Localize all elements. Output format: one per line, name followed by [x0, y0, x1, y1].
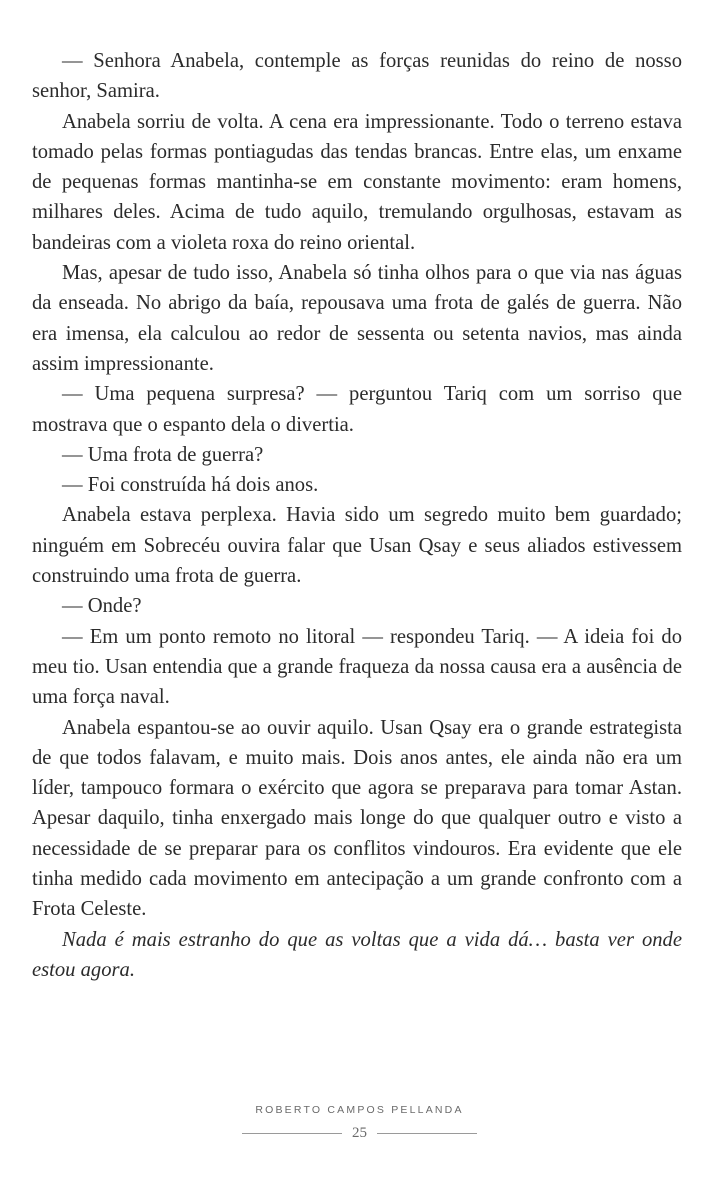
folio — [0, 1125, 719, 1141]
paragraph: — Em um ponto remoto no litoral — respondeu Tariq. — A ideia foi do meu tio. Usan entendia que a grande fraqueza da nossa causa era a ausência de uma força naval. — [32, 625, 682, 709]
paragraph-italic: Nada é mais estranho do que as voltas que a vida dá… basta ver onde estou agora. — [32, 928, 682, 981]
paragraph: — Foi construída há dois anos. — [62, 474, 319, 497]
folio-rule-left — [242, 1133, 342, 1134]
paragraph: — Uma frota de guerra? — [62, 443, 264, 466]
paragraph: Anabela espantou-se ao ouvir aquilo. Usan Qsay era o grande estrategista de que todos falavam, e muito mais. Dois anos antes, ele ainda não era um líder, tampouco formara o exército que agora se preparava para tomar Astan. Apesar daquilo, tinha enxergado mais longe do que qualquer outro e visto a necessidade de se preparar para os conflitos vindouros. Era evidente que ele tinha medido cada movimento em antecipação a um grande confronto com a Frota Celeste. — [32, 716, 682, 921]
paragraph: Anabela sorriu de volta. A cena era impressionante. Todo o terreno estava tomado pelas formas pontiagudas das tendas brancas. Entre elas, um enxame de pequenas formas mantinha-se em constante movimento: eram homens, milhares deles. Acima de tudo aquilo, tremulando orgulhosas, estavam as bandeiras com a violeta roxa do reino oriental. — [32, 110, 682, 254]
paragraph: — Senhora Anabela, contemple as forças reunidas do reino de nosso senhor, Samira. — [32, 50, 682, 103]
running-footer-author: ROBERTO CAMPOS PELLANDA — [255, 1104, 464, 1116]
page-number: 25 — [352, 1125, 367, 1141]
paragraph: — Onde? — [62, 595, 142, 618]
paragraph: — Uma pequena surpresa? — perguntou Tariq com um sorriso que mostrava que o espanto dela o divertia. — [32, 383, 682, 436]
folio-rule-right — [377, 1133, 477, 1134]
page-body — [32, 46, 682, 985]
page-footer — [0, 1103, 719, 1141]
paragraph: Anabela estava perplexa. Havia sido um segredo muito bem guardado; ninguém em Sobrecéu ouvira falar que Usan Qsay e seus aliados estivessem construindo uma frota de guerra. — [32, 504, 682, 588]
paragraph: Mas, apesar de tudo isso, Anabela só tinha olhos para o que via nas águas da enseada. No abrigo da baía, repousava uma frota de galés de guerra. Não era imensa, ela calculou ao redor de sessenta ou setenta navios, mas ainda assim impressionante. — [32, 262, 682, 375]
